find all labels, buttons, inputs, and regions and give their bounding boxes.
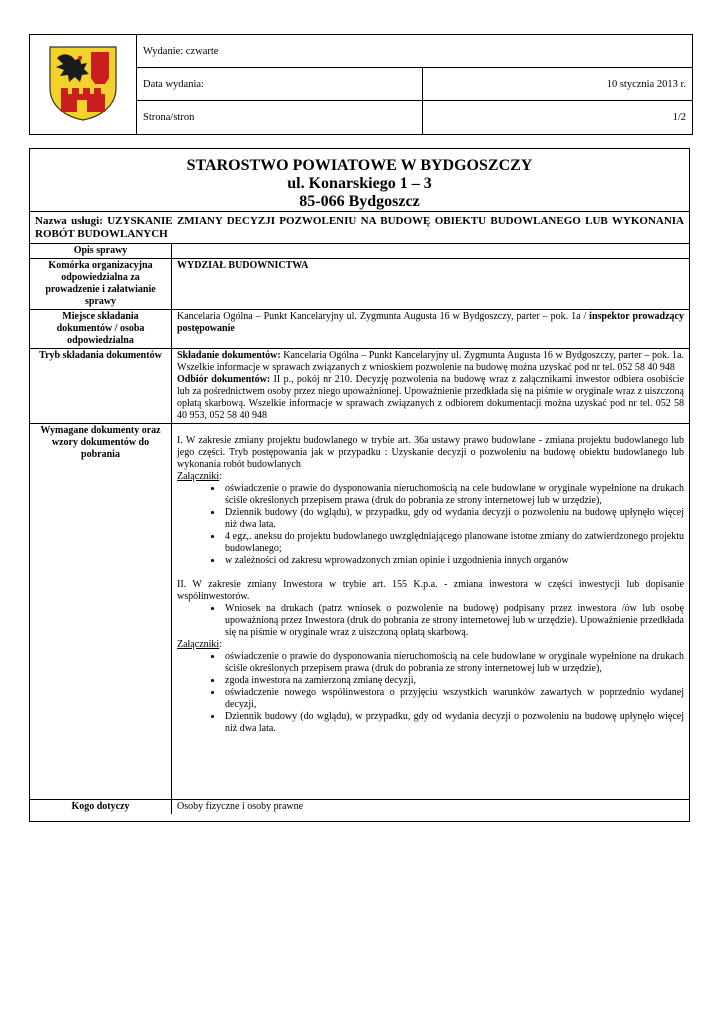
wymagane-value — [172, 424, 690, 800]
section-2-application-list — [177, 603, 684, 639]
tryb-odbior-label: Odbiór dokumentów: — [177, 374, 271, 385]
section-2-attachments-list — [177, 651, 684, 735]
service-details-table — [30, 243, 689, 814]
tryb-skladanie — [177, 350, 684, 374]
opis-value — [172, 244, 690, 259]
list-item: • Dziennik budowy (do wglądu), w przypadku, gdy od wydania decyzji o pozwoleniu na budowę upłynęło więcej niż dwa lata. — [223, 711, 684, 735]
date-value: 10 stycznia 2013 r. — [423, 68, 693, 101]
opis-label: Opis sprawy — [30, 244, 172, 259]
tryb-skladanie-text: Kancelaria Ogólna – Punkt Kancelaryjny ul. Zygmunta Augusta 16 w Bydgoszczy, parter – pok. 1a. Wszelkie informacje w sprawach związanych z wnioskiem pozwolenie na budowę można uzyskać pod nr tel. 052 58 40 948 — [177, 350, 684, 373]
list-item: • zgoda inwestora na zamierzoną zmianę decyzji, — [223, 675, 684, 687]
section-1-attachments-label: Załączniki: — [177, 471, 222, 482]
date-label: Data wydania: — [137, 68, 423, 101]
list-item: • oświadczenie nowego współinwestora o przyjęciu wszystkich warunków zawartych w poprzednio wydanej decyzji, — [223, 687, 684, 711]
service-card — [29, 148, 690, 822]
office-name: STAROSTWO POWIATOWE W BYDGOSZCZY — [186, 157, 533, 174]
miejsce-text: Kancelaria Ogólna – Punkt Kancelaryjny ul. Zygmunta Augusta 16 w Bydgoszczy, parter – pok. 1a / — [177, 311, 590, 322]
tryb-odbior — [177, 374, 684, 422]
miejsce-person: inspektor prowadzący postępowanie — [177, 311, 684, 334]
section-1-attachments-list — [177, 483, 684, 567]
service-label: Nazwa usługi: — [35, 215, 103, 227]
wymagane-label: Wymagane dokumenty oraz wzory dokumentów do pobrania — [30, 424, 172, 800]
service-name — [30, 211, 689, 243]
page-value: 1/2 — [423, 101, 693, 135]
tryb-value — [172, 349, 690, 424]
komorka-label: Komórka organizacyjna odpowiedzialna za prowadzenie i załatwianie sprawy — [30, 259, 172, 310]
tryb-label: Tryb składania dokumentów — [30, 349, 172, 424]
section-2-attachments-label: Załączniki: — [177, 639, 222, 650]
office-street: ul. Konarskiego 1 – 3 — [287, 175, 432, 192]
list-item: • oświadczenie o prawie do dysponowania nieruchomością na cele budowlane w oryginale wypełnione na drukach ściśle określonych przepisem prawa (druk do pobrania ze strony internetowej lub w urzędzie), — [223, 483, 684, 507]
section-1-intro: I. W zakresie zmiany projektu budowlanego w trybie art. 36a ustawy prawo budowlane - zmiana projektu budowlanego lub jego części. Tryb postępowania jak w przypadku : Uzyskanie decyzji o pozwoleniu na budowę obiektu budowlanego lub wykonania robót budowlanych — [177, 435, 684, 470]
edition-cell: Wydanie: czwarte — [137, 35, 693, 68]
tryb-skladanie-label: Składanie dokumentów: — [177, 350, 281, 361]
list-item: • Wniosek na drukach (patrz wniosek o pozwolenie na budowę) podpisany przez inwestora /ów lub osobę upoważnioną przez Inwestora (druk do pobrania ze strony internetowej lub w urzędzie). Upoważnienie przedkłada się na piśmie w oryginale wraz z uiszczoną opłatą skarbową. — [223, 603, 684, 639]
header-table — [29, 34, 693, 135]
kogo-label: Kogo dotyczy — [30, 800, 172, 815]
komorka-value: WYDZIAŁ BUDOWNICTWA — [172, 259, 690, 310]
service-title: UZYSKANIE ZMIANY DECYZJI POZWOLENIU NA BUDOWĘ OBIEKTU BUDOWLANEGO LUB WYKONANIA ROBÓT BUDOWLANYCH — [35, 215, 685, 240]
office-title — [30, 149, 689, 211]
miejsce-value — [172, 310, 690, 349]
tryb-odbior-text: II p., pokój nr 210. Decyzję pozwolenia na budowę wraz z załącznikami inwestor odbiera osobiście lub za pośrednictwem osoby przez niego upoważnionej. Upoważnienie przedkłada się na piśmie w oryginale wraz z uiszczoną opłatą skarbową. Wszelkie informacje w sprawach związanych z odbiorem dokumentacji można uzyskać pod nr tel. 052 58 40 953, 052 58 40 948 — [177, 374, 685, 421]
list-item: • Dziennik budowy (do wglądu), w przypadku, gdy od wydania decyzji o pozwoleniu na budowę upłynęło więcej niż dwa lata. — [223, 507, 684, 531]
list-item: • 4 egz,. aneksu do projektu budowlanego uwzględniającego planowane istotne zmiany do zatwierdzonego projektu budowlanego; — [223, 531, 684, 555]
coat-of-arms-logo — [30, 35, 137, 135]
kogo-value: Osoby fizyczne i osoby prawne — [172, 800, 690, 815]
section-2-intro: II. W zakresie zmiany Inwestora w trybie art. 155 K.p.a. - zmiana inwestora w części inwestycji lub dopisanie współinwestorów. — [177, 579, 684, 602]
list-item: • oświadczenie o prawie do dysponowania nieruchomością na cele budowlane w oryginale wypełnione na drukach ściśle określonych przepisem prawa (druk do pobrania ze strony internetowej lub w urzędzie), — [223, 651, 684, 675]
coat-of-arms-icon — [47, 44, 119, 122]
list-item: • w zależności od zakresu wprowadzonych zmian opinie i uzgodnienia innych organów — [223, 555, 684, 567]
miejsce-label: Miejsce składania dokumentów / osoba odpowiedzialna — [30, 310, 172, 349]
office-postal: 85-066 Bydgoszcz — [299, 193, 420, 210]
page-label: Strona/stron — [137, 101, 423, 135]
